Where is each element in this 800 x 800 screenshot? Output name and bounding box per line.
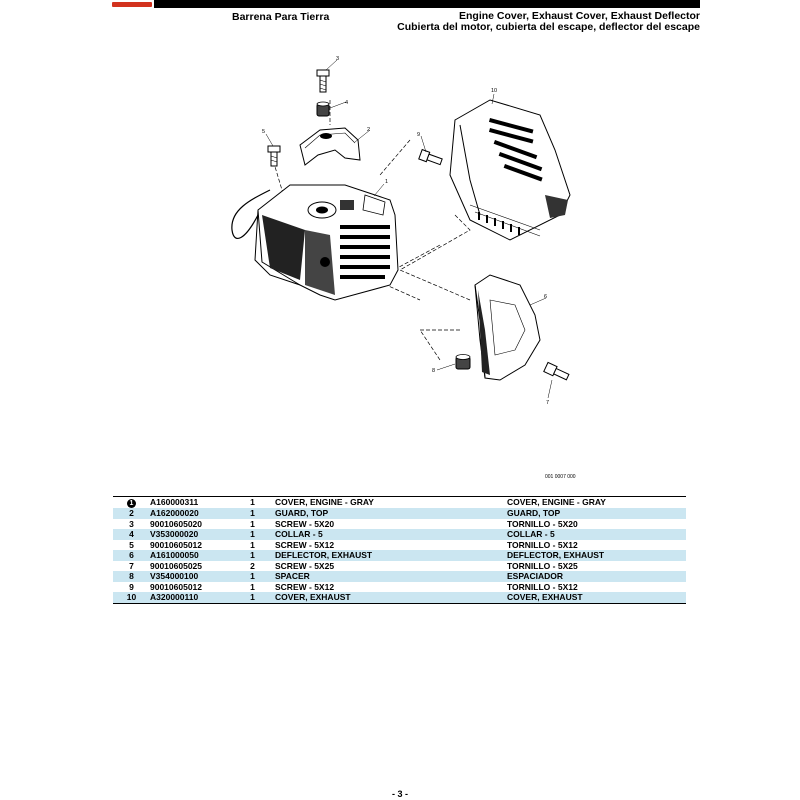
header-bar <box>110 0 700 8</box>
ref-number: 4 <box>113 529 150 540</box>
description-english: SCREW - 5X20 <box>275 518 335 529</box>
drawing-number: 001 0007 000 <box>545 474 576 480</box>
ref-number: 7 <box>129 560 134 571</box>
spacer-8-drawing <box>456 355 470 370</box>
callout-5: 5 <box>262 129 266 135</box>
header-title-english: Engine Cover, Exhaust Cover, Exhaust Deflector <box>459 10 700 22</box>
quantity: 1 <box>230 550 275 561</box>
description-english: SCREW - 5X25 <box>275 560 335 571</box>
table-row <box>113 550 686 561</box>
callout-6: 6 <box>544 294 548 300</box>
quantity: 2 <box>250 560 255 571</box>
quantity: 1 <box>230 529 275 540</box>
description-spanish: TORNILLO - 5X20 <box>507 518 578 529</box>
callout-8: 8 <box>432 368 436 374</box>
part-number: A162000020 <box>150 508 230 519</box>
part-number: V354000100 <box>150 571 230 582</box>
parts-table <box>113 496 686 604</box>
ref-number: 5 <box>129 539 134 550</box>
description-spanish: TORNILLO - 5X12 <box>507 539 578 550</box>
description-english: DEFLECTOR, EXHAUST <box>275 550 507 561</box>
quantity: 1 <box>250 518 255 529</box>
ref-number: 3 <box>129 518 134 529</box>
description-english: SPACER <box>275 571 507 582</box>
quantity: 1 <box>250 581 255 592</box>
brand-logo-mark <box>112 2 152 7</box>
part-number: A161000050 <box>150 550 230 561</box>
screw-3-drawing <box>317 70 329 92</box>
callout-3: 3 <box>336 56 340 62</box>
top-guard-drawing <box>300 128 360 165</box>
description-spanish: ESPACIADOR <box>507 571 686 582</box>
callout-9: 9 <box>417 132 421 138</box>
quantity: 1 <box>230 497 275 509</box>
quantity: 1 <box>230 571 275 582</box>
screw-5-drawing <box>268 146 280 166</box>
table-row <box>113 540 686 551</box>
ref-number: 10 <box>113 592 150 603</box>
description-english: COVER, ENGINE - GRAY <box>275 497 507 509</box>
callout-4: 4 <box>345 100 349 106</box>
ref-cell <box>113 497 150 509</box>
screw-9-drawing <box>419 150 443 167</box>
description-spanish: TORNILLO - 5X25 <box>507 560 578 571</box>
table-row <box>113 519 686 530</box>
table-row <box>113 571 686 582</box>
part-number: 90010605012 <box>150 539 203 550</box>
callout-7: 7 <box>546 400 550 406</box>
description-spanish: TORNILLO - 5X12 <box>507 581 578 592</box>
table-row <box>113 582 686 593</box>
header-right-title <box>397 11 700 33</box>
description-english: SCREW - 5X12 <box>275 581 335 592</box>
header-title-spanish: Cubierta del motor, cubierta del escape, deflector del escape <box>397 21 700 33</box>
callout-1: 1 <box>385 179 389 185</box>
description-spanish: COVER, EXHAUST <box>507 592 686 603</box>
part-number: 90010605020 <box>150 518 203 529</box>
ref-number: 6 <box>113 550 150 561</box>
ref-number: 2 <box>113 508 150 519</box>
exploded-parts-diagram <box>200 40 600 440</box>
part-number: A160000311 <box>150 497 230 509</box>
table-row <box>113 561 686 572</box>
description-english: COLLAR - 5 <box>275 529 507 540</box>
description-english: GUARD, TOP <box>275 508 507 519</box>
description-english: SCREW - 5X12 <box>275 539 335 550</box>
part-number: 90010605025 <box>150 560 203 571</box>
parts-table-body <box>113 497 686 604</box>
quantity: 1 <box>250 539 255 550</box>
callout-10: 10 <box>491 88 498 94</box>
table-row <box>113 508 686 519</box>
collar-4-drawing <box>317 102 329 116</box>
part-number: 90010605012 <box>150 581 203 592</box>
callout-2: 2 <box>367 127 371 133</box>
ref-number: 1 <box>127 499 136 508</box>
engine-cover-drawing <box>255 185 398 300</box>
part-number: A320000110 <box>150 592 230 603</box>
description-english: COVER, EXHAUST <box>275 592 507 603</box>
description-spanish: COVER, ENGINE - GRAY <box>507 497 686 509</box>
table-row <box>113 529 686 540</box>
exhaust-deflector-drawing <box>475 275 540 380</box>
header-left-title: Barrena Para Tierra <box>232 11 330 23</box>
ref-number: 8 <box>113 571 150 582</box>
description-spanish: GUARD, TOP <box>507 508 686 519</box>
description-spanish: COLLAR - 5 <box>507 529 686 540</box>
table-row <box>113 592 686 603</box>
brand-logo <box>110 0 154 8</box>
screw-7-drawing <box>544 362 570 381</box>
quantity: 1 <box>230 508 275 519</box>
ref-number: 9 <box>129 581 134 592</box>
table-row <box>113 497 686 509</box>
description-spanish: DEFLECTOR, EXHAUST <box>507 550 686 561</box>
page-number: - 3 - <box>391 789 408 799</box>
exhaust-cover-drawing <box>450 100 570 240</box>
part-number: V353000020 <box>150 529 230 540</box>
quantity: 1 <box>230 592 275 603</box>
